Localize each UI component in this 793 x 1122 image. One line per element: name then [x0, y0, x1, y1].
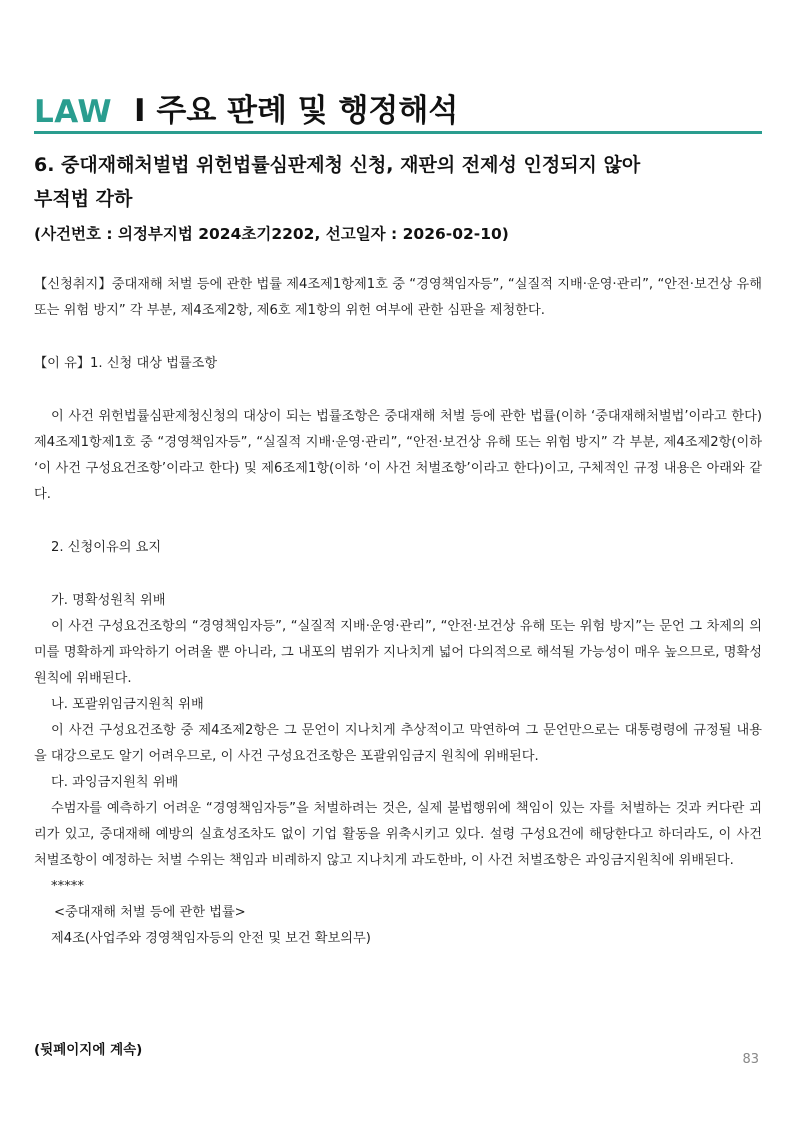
paragraph: 수범자를 예측하기 어려운 “경영책임자등”을 처벌하려는 것은, 실제 불법행위에 책임이 있는 자를 처벌하는 것과 커다란 괴리가 있고, 중대재해 예방의 실효성조차도 없이 기업 활동을 위축시키고 있다. 설령 구성요건에 해당한다고 하더라도, 이 사건 처벌조항이 예정하는 처벌 수위는 책임과 비례하지 않고 지나치게 과도한바, 이 사건 처벌조항은 과잉금지원칙에 위배된다.: [34, 801, 762, 868]
case-title: [34, 148, 762, 216]
separator-stars: *****: [51, 879, 84, 894]
section-header: [34, 86, 458, 130]
case-meta: (사건번호 : 의정부지법 2024초기2202, 선고일자 : 2026-02-10): [34, 225, 509, 243]
subheading: 나. 포괄위임금지원칙 위배: [51, 697, 204, 712]
reasons-heading: 【이 유】1. 신청 대상 법률조항: [34, 356, 218, 371]
paragraph: 이 사건 위헌법률심판제청신청의 대상이 되는 법률조항은 중대재해 처벌 등에 관한 법률(이하 ‘중대재해처벌법’이라고 한다) 제4조제1항제1호 중 “경영책임자등”, “실질적 지배·운영·관리”, “안전·보건상 유해 또는 위험 방지” 각 부분, 제4조제2항(이하 ‘이 사건 구성요건조항’이라고 한다) 및 제6조제1항(이하 ‘이 사건 처벌조항’이라고 한다)이고, 구체적인 규정 내용은 아래와 같다.: [34, 409, 762, 502]
paragraph: 이 사건 구성요건조항 중 제4조제2항은 그 문언이 지나치게 추상적이고 막연하여 그 문언만으로는 대통령령에 규정될 내용을 대강으로도 알기 어려우므로, 이 사건 구성요건조항은 포괄위임금지 원칙에 위배된다.: [34, 723, 762, 764]
continued-note: (뒷페이지에 계속): [34, 1042, 143, 1058]
law-title: <중대재해 처벌 등에 관한 법률>: [54, 905, 246, 920]
application-purpose: 【신청취지】중대재해 처벌 등에 관한 법률 제4조제1항제1호 중 “경영책임자등”, “실질적 지배·운영·관리”, “안전·보건상 유해 또는 위험 방지” 각 부분, 제4조제2항, 제6호 제1항의 위헌 여부에 관한 심판을 제청한다.: [34, 277, 762, 318]
subheading: 2. 신청이유의 요지: [51, 540, 162, 555]
brand-label: LAW: [34, 94, 113, 130]
subheading: 다. 과잉금지원칙 위배: [51, 775, 179, 790]
subheading: 가. 명확성원칙 위배: [51, 593, 166, 608]
document-body: [34, 272, 762, 952]
case-title-line-2: 부적법 각하: [34, 188, 133, 210]
page-number: 83: [742, 1052, 759, 1067]
law-article: 제4조(사업주와 경영책임자등의 안전 및 보건 확보의무): [51, 931, 371, 946]
paragraph: 이 사건 구성요건조항의 “경영책임자등”, “실질적 지배·운영·관리”, “안전·보건상 유해 또는 위험 방지”는 문언 그 차제의 의미를 명확하게 파악하기 어려울 뿐 아니라, 그 내포의 범위가 지나치게 넓어 다의적으로 해석될 가능성이 매우 높으므로, 명확성 원칙에 위배된다.: [34, 619, 762, 686]
header-divider: [34, 131, 762, 134]
section-title: I 주요 판례 및 행정해석: [134, 93, 459, 129]
case-title-line-1: 6. 중대재해처벌법 위헌법률심판제청 신청, 재판의 전제성 인정되지 않아: [34, 154, 641, 176]
